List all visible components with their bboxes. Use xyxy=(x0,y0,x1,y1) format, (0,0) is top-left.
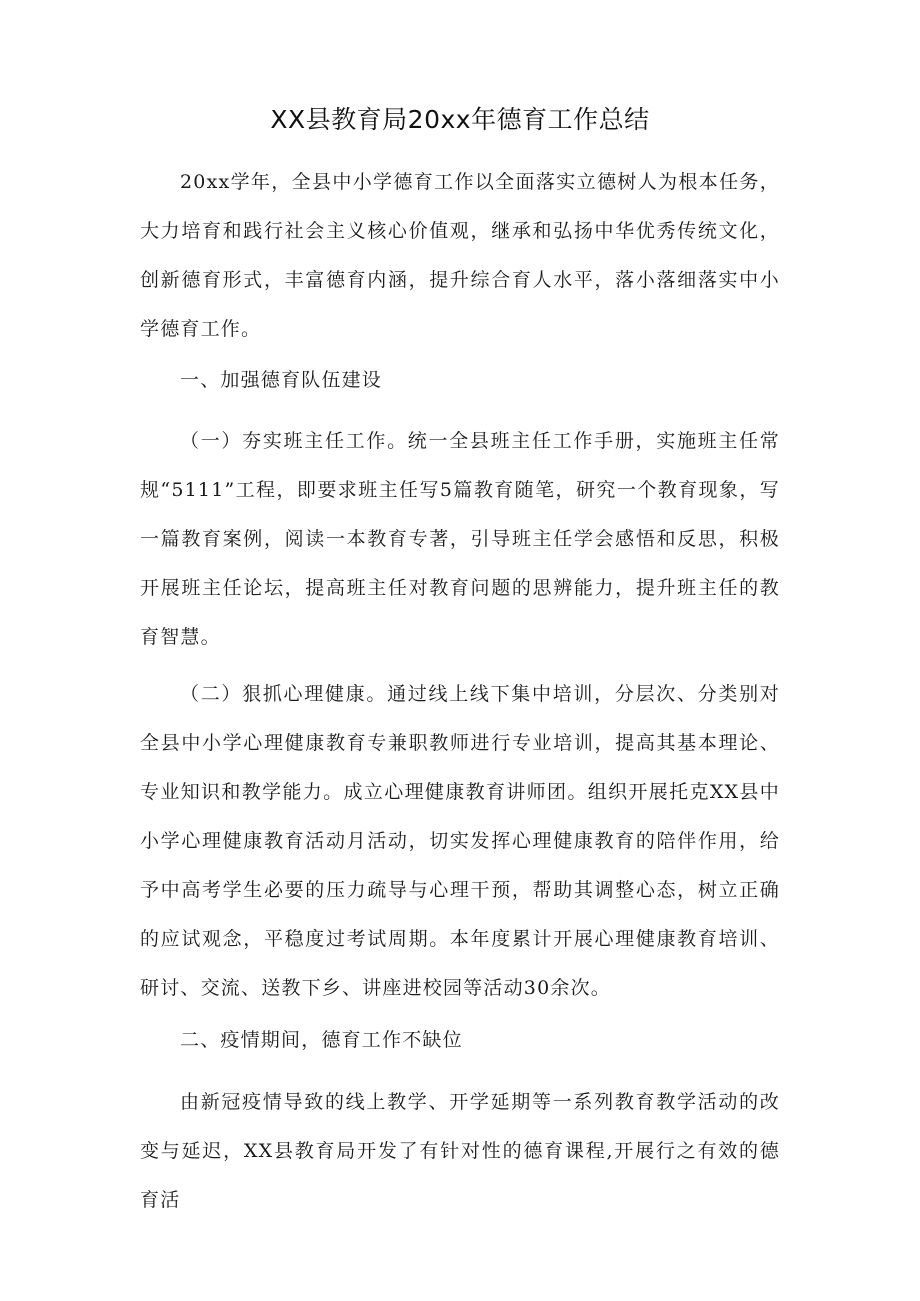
section-1-heading: 一、加强德育队伍建设 xyxy=(180,369,383,391)
section-1-paragraph-2: （二）狠抓心理健康。通过线上线下集中培训，分层次、分类别对全县中小学心理健康教育专兼职教师进行专业培训，提高其基本理论、专业知识和教学能力。成立心理健康教育讲师团。组织开展托克XX县中小学心理健康教育活动月活动，切实发挥心理健康教育的陪伴作用，给予中高考学生必要的压力疏导与心理干预，帮助其调整心态，树立正确的应试观念，平稳度过考试周期。本年度累计开展心理健康教育培训、研讨、交流、送教下乡、讲座进校园等活动30余次。 xyxy=(140,683,780,999)
intro-paragraph: 20xx学年，全县中小学德育工作以全面落实立德树人为根本任务，大力培育和践行社会主义核心价值观，继承和弘扬中华优秀传统文化，创新德育形式，丰富德育内涵，提升综合育人水平，落小落细落实中小学德育工作。 xyxy=(140,171,780,340)
section-2-paragraph-1: 由新冠疫情导致的线上教学、开学延期等一系列教育教学活动的改变与延迟，XX县教育局开发了有针对性的德育课程,开展行之有效的德育活 xyxy=(140,1091,780,1211)
section-1-paragraph-1: （一）夯实班主任工作。统一全县班主任工作手册，实施班主任常规“5111”工程，即要求班主任写5篇教育随笔，研究一个教育现象，写一篇教育案例，阅读一本教育专著，引导班主任学会感悟和反思，积极开展班主任论坛，提高班主任对教育问题的思辨能力，提升班主任的教育智慧。 xyxy=(140,430,780,648)
document-title: XX县教育局20xx年德育工作总结 xyxy=(270,105,650,134)
section-2-heading: 二、疫情期间，德育工作不缺位 xyxy=(180,1029,463,1051)
